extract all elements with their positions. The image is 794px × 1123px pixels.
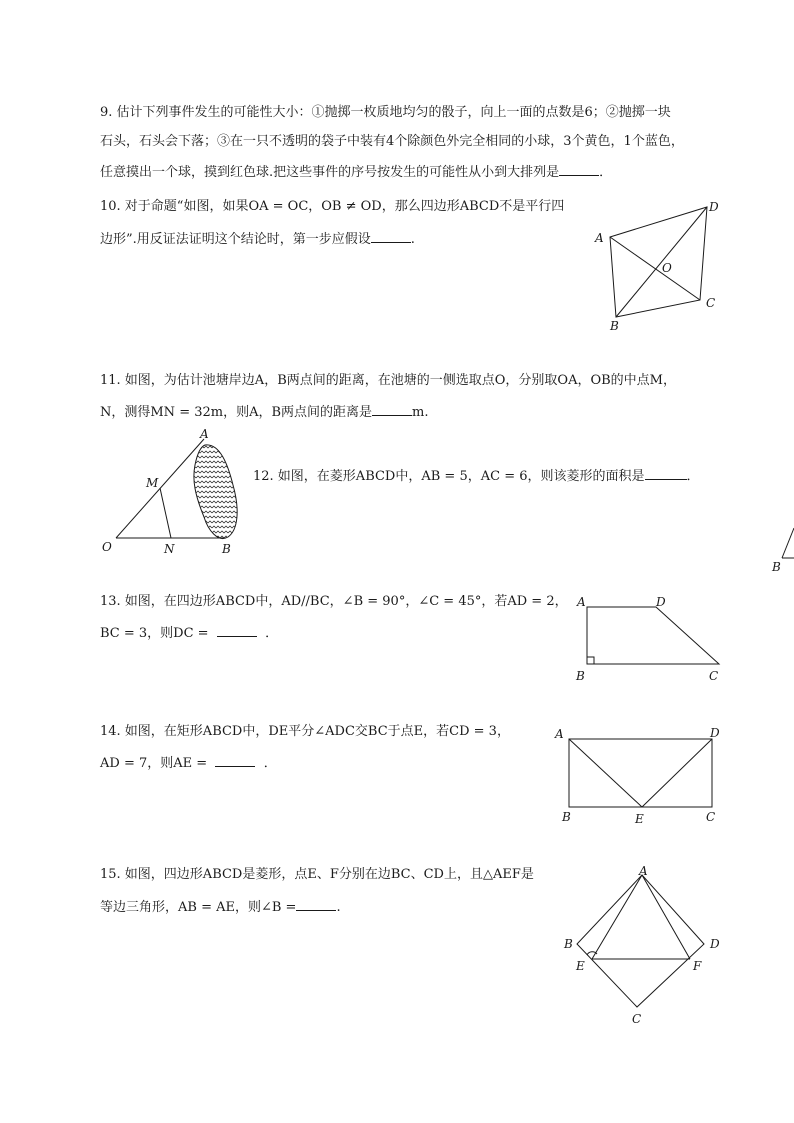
fig13-label-b: B — [576, 669, 585, 683]
fig15-label-c: C — [632, 1012, 642, 1026]
problem-15-line-1: 15. 如图，四边形ABCD是菱形，点E、F分别在边BC、CD上，且△AEF是 — [100, 867, 534, 882]
problem-15-answer-blank[interactable] — [296, 898, 336, 911]
fig11-segment-mn — [160, 488, 171, 538]
problem-9-line-3-text: 任意摸出一个球，摸到红色球.把这些事件的序号按发生的可能性从小到大排列是 — [100, 165, 560, 180]
figure-10-quadrilateral — [585, 195, 735, 335]
fig11-pond-shape — [194, 445, 237, 539]
stray-figure-fragment — [768, 520, 794, 575]
problem-10-line-2-text: 边形”.用反证法证明这个结论时，第一步应假设 — [100, 232, 371, 247]
figure-15-rhombus — [560, 862, 730, 1027]
problem-14-line-1: 14. 如图，在矩形ABCD中，DE平分∠ADC交BC于点E，若CD = 3， — [100, 724, 510, 739]
fig13-label-d: D — [656, 595, 666, 609]
fig11-label-a: A — [200, 427, 209, 441]
problem-12-answer-blank[interactable] — [645, 467, 687, 480]
problem-11-line-1: 11. 如图，为估计池塘岸边A，B两点间的距离，在池塘的一侧选取点O，分别取OA，OB的中点M， — [100, 373, 676, 388]
fig15-rhombus-outline — [577, 875, 704, 1007]
fig14-segment-de — [642, 739, 712, 807]
problem-9-line-1: 9. 估计下列事件发生的可能性大小：①抛掷一枚质地均匀的骰子，向上一面的点数是6；②抛掷一块 — [100, 105, 671, 120]
fig10-label-d: D — [709, 200, 719, 214]
fig14-label-d: D — [710, 726, 720, 740]
figure-14-rectangle — [552, 724, 732, 829]
fig11-label-n: N — [164, 542, 175, 556]
fig10-label-b: B — [610, 319, 619, 333]
problem-15-end: . — [336, 900, 341, 915]
fig14-label-b: B — [562, 810, 571, 824]
fig14-label-e: E — [635, 812, 644, 826]
problem-10-line-1: 10. 对于命题“如图，如果OA = OC，OB ≠ OD，那么四边形ABCD不是平行四 — [100, 199, 565, 214]
problem-14-end: ． — [263, 756, 277, 771]
problem-10-line-2 — [100, 230, 415, 249]
problem-13-answer-blank[interactable] — [217, 624, 257, 637]
problem-15-line-2 — [100, 898, 341, 917]
fig10-label-c: C — [706, 296, 716, 310]
fig13-label-a: A — [577, 595, 586, 609]
fig15-segment-af — [642, 875, 690, 959]
fig13-right-angle-mark — [587, 657, 594, 664]
fig11-label-o: O — [102, 540, 112, 554]
fig10-quadrilateral-outline — [610, 207, 707, 317]
fig15-label-a: A — [639, 864, 648, 878]
problem-9-line-2: 石头，石头会下落；③在一只不透明的袋子中装有4个除颜色外完全相同的小球，3个黄色，1个蓝色， — [100, 134, 684, 149]
problem-14-answer-blank[interactable] — [215, 754, 255, 767]
fig15-segment-ae — [592, 875, 642, 959]
fig15-label-d: D — [710, 937, 720, 951]
fig15-label-b: B — [564, 937, 573, 951]
fig10-label-o: O — [662, 261, 672, 275]
problem-11-answer-blank[interactable] — [372, 403, 412, 416]
fig11-label-b: B — [222, 542, 231, 556]
fig13-label-c: C — [709, 669, 719, 683]
problem-13-line-2 — [100, 624, 278, 643]
stray-label-b: B — [772, 560, 781, 574]
problem-12-text: 12. 如图，在菱形ABCD中，AB = 5，AC = 6，则该菱形的面积是 — [253, 469, 645, 484]
fig15-label-f: F — [693, 959, 702, 973]
problem-12-end: ． — [686, 469, 700, 484]
problem-9-end: ． — [599, 165, 613, 180]
problem-13-line-2-text: BC = 3，则DC = — [100, 626, 209, 641]
fig14-label-c: C — [706, 810, 716, 824]
fig15-label-e: E — [576, 959, 585, 973]
fig14-segment-ae — [569, 739, 642, 807]
figure-11-pond — [100, 425, 250, 560]
figure-13-trapezoid — [570, 592, 730, 687]
fig13-trapezoid-outline — [587, 607, 719, 664]
problem-11-end: m. — [412, 405, 429, 420]
problem-14-line-2 — [100, 754, 277, 773]
problem-14-line-2-text: AD = 7，则AE = — [100, 756, 208, 771]
fig10-diagonal-ac — [610, 237, 700, 300]
problem-12-line — [253, 467, 700, 486]
problem-13-end: ． — [265, 626, 279, 641]
problem-11-line-2 — [100, 403, 429, 422]
problem-11-line-2-text: N，测得MN = 32m，则A，B两点间的距离是 — [100, 405, 373, 420]
problem-9-answer-blank[interactable] — [559, 163, 599, 176]
problem-10-answer-blank[interactable] — [371, 230, 411, 243]
fig14-rectangle-outline — [569, 739, 712, 807]
fig10-label-a: A — [595, 231, 604, 245]
problem-9-line-3 — [100, 163, 612, 182]
problem-15-line-2-text: 等边三角形，AB = AE，则∠B = — [100, 900, 297, 915]
fig14-label-a: A — [555, 727, 564, 741]
problem-10-end: . — [410, 232, 415, 247]
problem-13-line-1: 13. 如图，在四边形ABCD中，AD//BC，∠B = 90°，∠C = 45°，若AD = 2， — [100, 594, 568, 609]
fig11-label-m: M — [146, 476, 159, 490]
stray-fragment-edge — [782, 528, 794, 558]
